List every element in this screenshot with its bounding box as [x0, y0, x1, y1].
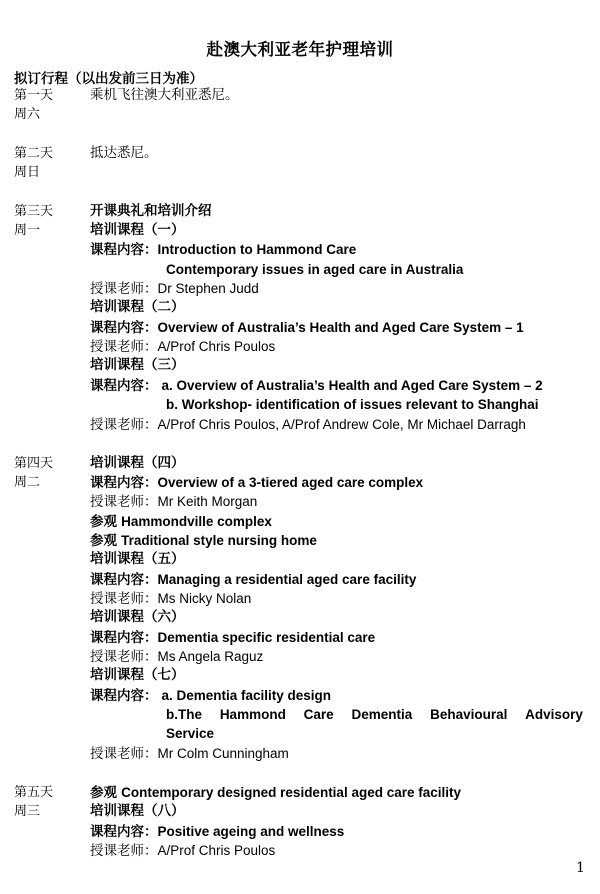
visit2: Traditional style nursing home — [121, 533, 317, 548]
course6-teacher: Ms Angela Raguz — [157, 649, 264, 664]
visit-label: 参观 — [90, 533, 117, 549]
course4-label: 培训课程（四） — [90, 455, 185, 471]
course8-content: Positive ageing and wellness — [157, 824, 345, 839]
content-label: 课程内容： — [90, 824, 158, 840]
content-label: 课程内容： — [90, 378, 158, 394]
day3-label: 第三天 — [14, 204, 54, 219]
day2-weekday: 周日 — [14, 165, 41, 180]
course5-label: 培训课程（五） — [90, 551, 185, 567]
teacher-label: 授课老师： — [90, 746, 158, 762]
content-label: 课程内容： — [90, 572, 158, 588]
course2-teacher: A/Prof Chris Poulos — [157, 339, 276, 354]
teacher-label: 授课老师： — [90, 339, 158, 355]
day3-opening: 开课典礼和培训介绍 — [90, 203, 212, 219]
course8-teacher-row — [90, 841, 275, 861]
course3-content-1: a. Overview of Australia’s Health and Aged Care System – 2 — [161, 378, 543, 393]
course6-teacher-row — [90, 647, 263, 667]
course1-teacher: Dr Stephen Judd — [157, 281, 259, 296]
course4-teacher-row — [90, 492, 257, 512]
course3-label: 培训课程（三） — [90, 357, 185, 373]
course8-content-row — [90, 822, 344, 842]
course7-content-1: a. Dementia facility design — [161, 688, 332, 703]
course7-content-3: Service — [166, 726, 215, 741]
content-label: 课程内容： — [90, 475, 158, 491]
course5-teacher: Ms Nicky Nolan — [157, 591, 252, 606]
day5-weekday: 周三 — [14, 804, 41, 819]
course4-teacher: Mr Keith Morgan — [157, 494, 258, 509]
course1-content-row — [90, 240, 356, 260]
day5-visit-row — [90, 783, 461, 803]
teacher-label: 授课老师： — [90, 281, 158, 297]
course7-content-row — [90, 686, 331, 706]
course7-word: Dementia — [351, 707, 413, 722]
course7-teacher: Mr Colm Cunningham — [157, 746, 289, 761]
course2-label: 培训课程（二） — [90, 299, 185, 315]
day3-weekday: 周一 — [14, 223, 41, 238]
course3-content-row — [90, 376, 543, 396]
course7-word: Behavioural — [430, 707, 508, 722]
content-label: 课程内容： — [90, 688, 158, 704]
course6-content: Dementia specific residential care — [157, 630, 376, 645]
course1-teacher-row — [90, 279, 259, 299]
teacher-label: 授课老师： — [90, 494, 158, 510]
course4-content: Overview of a 3-tiered aged care complex — [157, 475, 424, 490]
course7-content-2 — [166, 705, 583, 724]
day1-label: 第一天 — [14, 88, 54, 103]
visit-label: 参观 — [90, 785, 117, 801]
content-label: 课程内容： — [90, 320, 158, 336]
itinerary-heading: 拟订行程（以出发前三日为准） — [14, 71, 203, 87]
document-title: 赴澳大利亚老年护理培训 — [206, 40, 394, 59]
course3-content-2: b. Workshop- identification of issues relevant to Shanghai — [166, 397, 539, 412]
course7-word: Care — [303, 707, 334, 722]
course2-content: Overview of Australia’s Health and Aged Care System – 1 — [157, 320, 524, 335]
visit1-row — [90, 512, 272, 532]
visit-label: 参观 — [90, 514, 117, 530]
course3-teacher: A/Prof Chris Poulos, A/Prof Andrew Cole, Mr Michael Darragh — [157, 417, 526, 432]
course5-content-row — [90, 570, 416, 590]
course4-content-row — [90, 473, 423, 493]
content-label: 课程内容： — [90, 630, 158, 646]
visit1: Hammondville complex — [121, 514, 272, 529]
visit2-row — [90, 531, 317, 551]
course2-content-row — [90, 318, 524, 338]
course2-teacher-row — [90, 337, 275, 357]
course6-label: 培训课程（六） — [90, 609, 185, 625]
teacher-label: 授课老师： — [90, 843, 158, 859]
course3-teacher-row — [90, 415, 526, 435]
course5-teacher-row — [90, 589, 251, 609]
course8-teacher: A/Prof Chris Poulos — [157, 843, 276, 858]
course1-content-2: Contemporary issues in aged care in Australia — [166, 262, 464, 277]
course5-content: Managing a residential aged care facility — [157, 572, 417, 587]
teacher-label: 授课老师： — [90, 417, 158, 433]
course7-word: Hammond — [219, 707, 286, 722]
course1-label: 培训课程（一） — [90, 222, 185, 238]
course7-word: b.The — [166, 707, 202, 722]
day5-visit: Contemporary designed residential aged care facility — [121, 785, 462, 800]
day2-text: 抵达悉尼。 — [90, 145, 158, 161]
teacher-label: 授课老师： — [90, 591, 158, 607]
day4-label: 第四天 — [14, 456, 54, 471]
day2-label: 第二天 — [14, 146, 54, 161]
day1-text: 乘机飞往澳大利亚悉尼。 — [90, 87, 239, 103]
course7-teacher-row — [90, 744, 289, 764]
day4-weekday: 周二 — [14, 475, 41, 490]
day5-label: 第五天 — [14, 785, 54, 800]
page-number: 1 — [576, 860, 585, 876]
content-label: 课程内容： — [90, 242, 158, 258]
teacher-label: 授课老师： — [90, 649, 158, 665]
course1-content-1: Introduction to Hammond Care — [157, 242, 357, 257]
course6-content-row — [90, 628, 375, 648]
course7-label: 培训课程（七） — [90, 667, 185, 683]
day1-weekday: 周六 — [14, 107, 41, 122]
course8-label: 培训课程（八） — [90, 803, 185, 819]
course7-word: Advisory — [525, 707, 583, 722]
